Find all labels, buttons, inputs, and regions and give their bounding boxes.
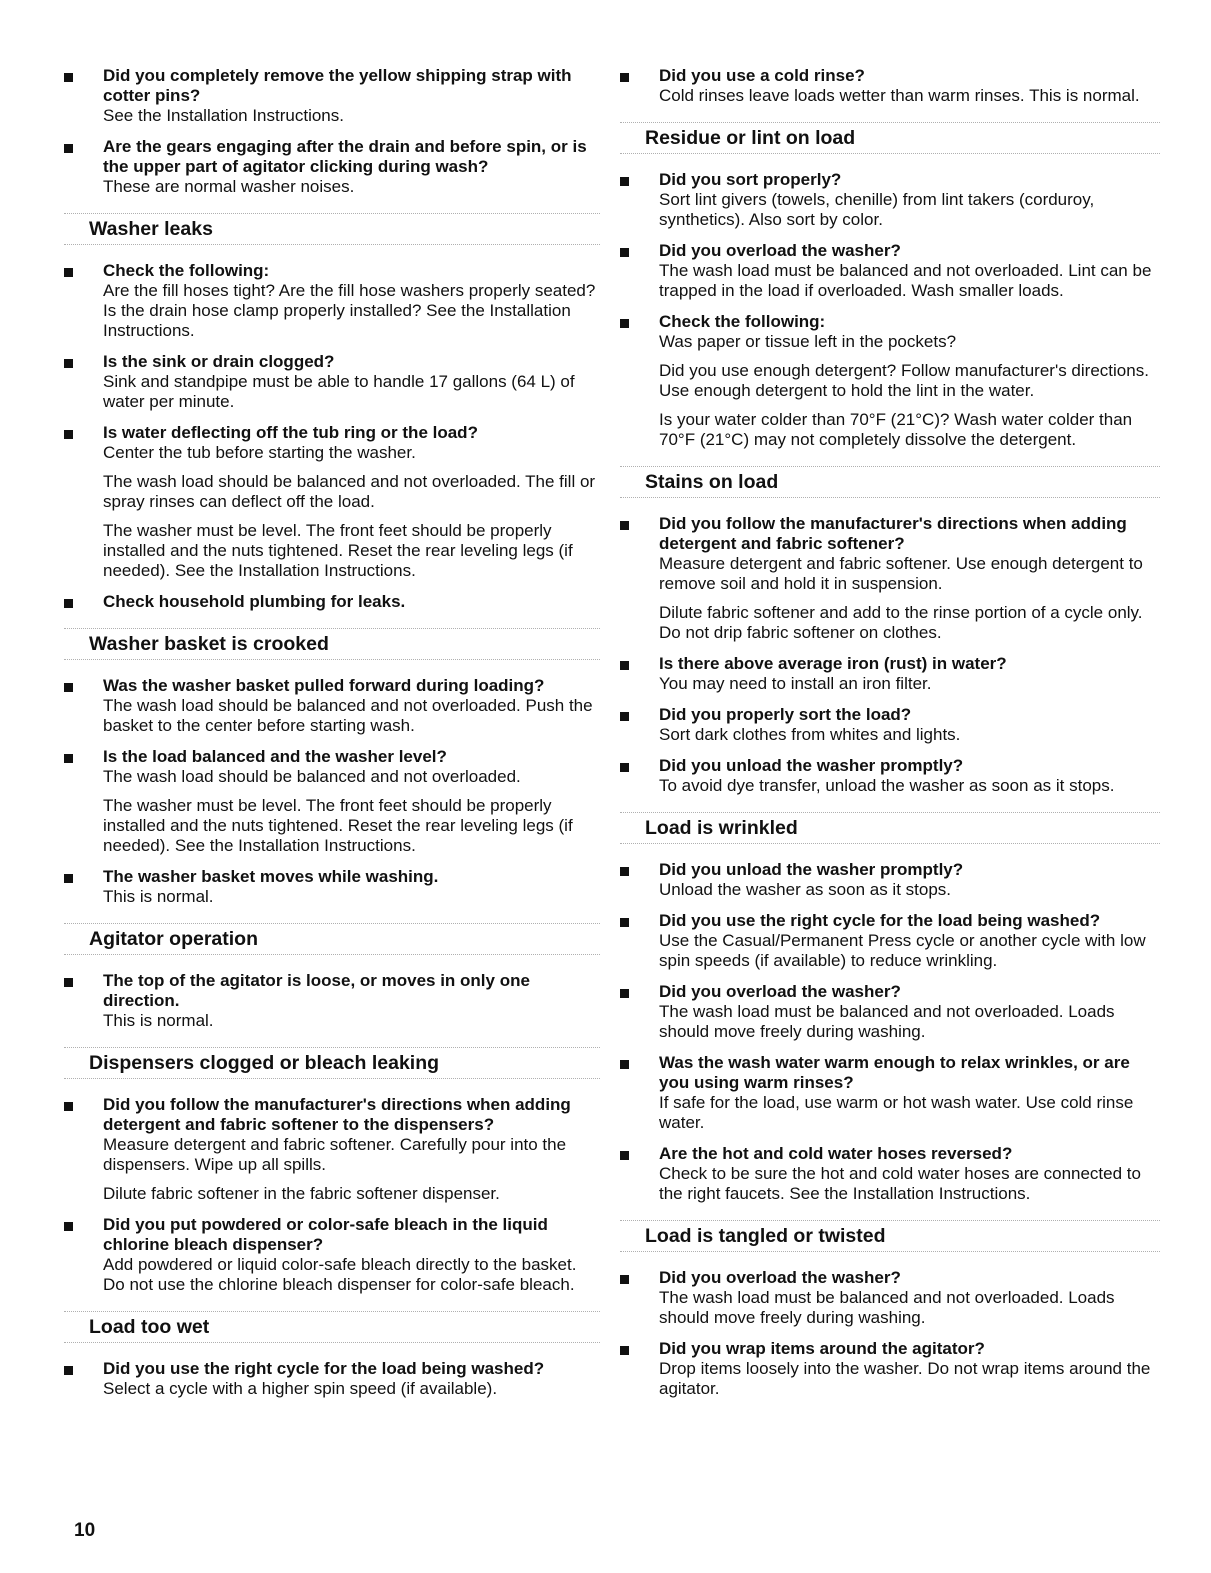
left-column	[64, 66, 600, 1410]
square-bullet-icon	[64, 1222, 73, 1231]
item-answer: This is normal.	[103, 887, 214, 906]
item-question: Is there above average iron (rust) in water?	[659, 654, 1007, 673]
item-question: The washer basket moves while washing.	[103, 867, 439, 886]
right-column	[620, 66, 1160, 1410]
item-question: Did you properly sort the load?	[659, 705, 912, 724]
item-answer: The wash load must be balanced and not overloaded. Loads should move freely during washing.	[659, 1288, 1115, 1327]
troubleshooting-item	[64, 137, 600, 197]
item-answer: The wash load should be balanced and not overloaded. The fill or spray rinses can deflect off the load.	[103, 472, 596, 511]
item-answer: Add powdered or liquid color-safe bleach directly to the basket. Do not use the chlorine bleach dispenser for color-safe bleach.	[103, 1255, 577, 1294]
item-question: Did you use a cold rinse?	[659, 66, 865, 85]
item-answer: Unload the washer as soon as it stops.	[659, 880, 951, 899]
dotted-divider	[64, 954, 600, 955]
section-washer-basket-is-crooked	[64, 628, 600, 660]
item-answer: You may need to install an iron filter.	[659, 674, 932, 693]
square-bullet-icon	[620, 1275, 629, 1284]
troubleshooting-item	[64, 352, 600, 412]
square-bullet-icon	[620, 521, 629, 530]
section-load-is-wrinkled	[620, 812, 1160, 844]
item-answer: Check to be sure the hot and cold water hoses are connected to the right faucets. See the Installation Instructions.	[659, 1164, 1141, 1203]
item-question: Was the wash water warm enough to relax wrinkles, or are you using warm rinses?	[659, 1053, 1130, 1092]
item-question: Did you follow the manufacturer's directions when adding detergent and fabric softener?	[659, 514, 1127, 553]
troubleshooting-item	[620, 66, 1160, 106]
item-question: Check household plumbing for leaks.	[103, 592, 406, 611]
troubleshooting-item	[64, 867, 600, 907]
section-load-is-tangled-or-twisted	[620, 1220, 1160, 1252]
item-answer: To avoid dye transfer, unload the washer as soon as it stops.	[659, 776, 1115, 795]
troubleshooting-item	[620, 911, 1160, 971]
item-answer: Sink and standpipe must be able to handle 17 gallons (64 L) of water per minute.	[103, 372, 575, 411]
item-answer: Sort dark clothes from whites and lights.	[659, 725, 961, 744]
item-question: Was the washer basket pulled forward during loading?	[103, 676, 545, 695]
item-answer: Measure detergent and fabric softener. Use enough detergent to remove soil and hold it in suspension.	[659, 554, 1143, 593]
square-bullet-icon	[620, 712, 629, 721]
item-question: Did you wrap items around the agitator?	[659, 1339, 985, 1358]
square-bullet-icon	[620, 918, 629, 927]
troubleshooting-item	[64, 66, 600, 126]
section-heading: Residue or lint on load	[645, 127, 856, 149]
square-bullet-icon	[620, 1060, 629, 1069]
dotted-divider	[620, 153, 1160, 154]
item-question: Is the sink or drain clogged?	[103, 352, 335, 371]
square-bullet-icon	[64, 978, 73, 987]
item-answer: Was paper or tissue left in the pockets?	[659, 332, 957, 351]
square-bullet-icon	[64, 268, 73, 277]
item-question: Did you put powdered or color-safe bleach in the liquid chlorine bleach dispenser?	[103, 1215, 548, 1254]
troubleshooting-item	[620, 1339, 1160, 1399]
section-heading: Load is wrinkled	[645, 817, 798, 839]
troubleshooting-item	[64, 676, 600, 736]
item-answer: The wash load should be balanced and not overloaded. Push the basket to the center before starting wash.	[103, 696, 593, 735]
troubleshooting-item	[64, 592, 600, 612]
troubleshooting-item	[620, 1268, 1160, 1328]
item-answer: The wash load must be balanced and not overloaded. Lint can be trapped in the load if overloaded. Wash smaller loads.	[659, 261, 1152, 300]
item-answer: Dilute fabric softener and add to the rinse portion of a cycle only. Do not drip fabric softener on clothes.	[659, 603, 1143, 642]
dotted-divider	[620, 1251, 1160, 1252]
troubleshooting-item	[64, 1095, 600, 1204]
square-bullet-icon	[64, 754, 73, 763]
square-bullet-icon	[620, 763, 629, 772]
troubleshooting-item	[620, 756, 1160, 796]
item-answer: Use the Casual/Permanent Press cycle or another cycle with low spin speeds (if available) to reduce wrinkling.	[659, 931, 1146, 970]
troubleshooting-item	[620, 170, 1160, 230]
item-question: Is the load balanced and the washer level?	[103, 747, 447, 766]
dotted-divider	[64, 1078, 600, 1079]
section-heading: Washer leaks	[89, 218, 213, 240]
item-question: Did you unload the washer promptly?	[659, 860, 964, 879]
square-bullet-icon	[64, 144, 73, 153]
dotted-divider	[64, 1342, 600, 1343]
troubleshooting-item	[620, 1144, 1160, 1204]
item-answer: The wash load should be balanced and not overloaded.	[103, 767, 521, 786]
item-question: Did you use the right cycle for the load being washed?	[103, 1359, 545, 1378]
square-bullet-icon	[620, 177, 629, 186]
troubleshooting-item	[620, 241, 1160, 301]
item-answer: Are the fill hoses tight? Are the fill hose washers properly seated? Is the drain hose clamp properly installed? See the Installation Instructions.	[103, 281, 596, 340]
section-residue-or-lint-on-load	[620, 122, 1160, 154]
item-question: Did you overload the washer?	[659, 982, 901, 1001]
item-question: Did you sort properly?	[659, 170, 842, 189]
square-bullet-icon	[64, 1102, 73, 1111]
item-question: Check the following:	[659, 312, 826, 331]
item-answer: The washer must be level. The front feet should be properly installed and the nuts tightened. Reset the rear leveling legs (if needed). See the Installation Instructions.	[103, 796, 573, 855]
section-heading: Dispensers clogged or bleach leaking	[89, 1052, 440, 1074]
section-washer-leaks	[64, 213, 600, 245]
item-answer: The wash load must be balanced and not overloaded. Loads should move freely during washing.	[659, 1002, 1115, 1041]
square-bullet-icon	[64, 683, 73, 692]
item-answer: Measure detergent and fabric softener. Carefully pour into the dispensers. Wipe up all spills.	[103, 1135, 567, 1174]
item-question: The top of the agitator is loose, or moves in only one direction.	[103, 971, 530, 1010]
item-answer: See the Installation Instructions.	[103, 106, 344, 125]
troubleshooting-item	[620, 514, 1160, 643]
square-bullet-icon	[64, 73, 73, 82]
item-question: Did you unload the washer promptly?	[659, 756, 964, 775]
item-question: Did you overload the washer?	[659, 241, 901, 260]
section-stains-on-load	[620, 466, 1160, 498]
item-question: Did you completely remove the yellow shipping strap with cotter pins?	[103, 66, 572, 105]
troubleshooting-item	[64, 261, 600, 341]
section-load-too-wet	[64, 1311, 600, 1343]
troubleshooting-item	[620, 654, 1160, 694]
square-bullet-icon	[64, 430, 73, 439]
page-number: 10	[74, 1520, 96, 1541]
square-bullet-icon	[64, 359, 73, 368]
square-bullet-icon	[620, 1346, 629, 1355]
item-question: Did you overload the washer?	[659, 1268, 901, 1287]
section-agitator-operation	[64, 923, 600, 955]
section-dispensers-clogged-or-bleach-leaking	[64, 1047, 600, 1079]
square-bullet-icon	[64, 874, 73, 883]
troubleshooting-item	[620, 860, 1160, 900]
item-answer: These are normal washer noises.	[103, 177, 355, 196]
dotted-divider	[64, 244, 600, 245]
square-bullet-icon	[64, 599, 73, 608]
troubleshooting-item	[620, 982, 1160, 1042]
section-heading: Washer basket is crooked	[89, 633, 329, 655]
troubleshooting-item	[64, 423, 600, 581]
square-bullet-icon	[620, 1151, 629, 1160]
section-heading: Load too wet	[89, 1316, 210, 1338]
item-answer: If safe for the load, use warm or hot wash water. Use cold rinse water.	[659, 1093, 1134, 1132]
square-bullet-icon	[64, 1366, 73, 1375]
item-answer: The washer must be level. The front feet should be properly installed and the nuts tightened. Reset the rear leveling legs (if needed). See the Installation Instructions.	[103, 521, 573, 580]
item-answer: Cold rinses leave loads wetter than warm rinses. This is normal.	[659, 86, 1140, 105]
troubleshooting-item	[620, 705, 1160, 745]
dotted-divider	[620, 843, 1160, 844]
troubleshooting-item	[64, 971, 600, 1031]
item-answer: Did you use enough detergent? Follow manufacturer's directions. Use enough detergent to hold the lint in the water.	[659, 361, 1149, 400]
dotted-divider	[64, 659, 600, 660]
section-heading: Agitator operation	[89, 928, 258, 950]
item-question: Are the gears engaging after the drain and before spin, or is the upper part of agitator clicking during wash?	[103, 137, 587, 176]
item-question: Did you follow the manufacturer's directions when adding detergent and fabric softener to the dispensers?	[103, 1095, 571, 1134]
troubleshooting-item	[64, 747, 600, 856]
item-question: Check the following:	[103, 261, 270, 280]
item-answer: Sort lint givers (towels, chenille) from lint takers (corduroy, synthetics). Also sort by color.	[659, 190, 1095, 229]
troubleshooting-item	[620, 1053, 1160, 1133]
item-answer: This is normal.	[103, 1011, 214, 1030]
item-answer: Select a cycle with a higher spin speed (if available).	[103, 1379, 498, 1398]
square-bullet-icon	[620, 867, 629, 876]
square-bullet-icon	[620, 248, 629, 257]
square-bullet-icon	[620, 661, 629, 670]
item-answer: Drop items loosely into the washer. Do not wrap items around the agitator.	[659, 1359, 1151, 1398]
square-bullet-icon	[620, 73, 629, 82]
dotted-divider	[620, 497, 1160, 498]
item-question: Is water deflecting off the tub ring or the load?	[103, 423, 478, 442]
item-answer: Center the tub before starting the washer.	[103, 443, 416, 462]
troubleshooting-item	[64, 1215, 600, 1295]
square-bullet-icon	[620, 319, 629, 328]
troubleshooting-item	[620, 312, 1160, 450]
square-bullet-icon	[620, 989, 629, 998]
item-answer: Is your water colder than 70°F (21°C)? Wash water colder than 70°F (21°C) may not completely dissolve the detergent.	[659, 410, 1133, 449]
item-question: Are the hot and cold water hoses reversed?	[659, 1144, 1013, 1163]
item-answer: Dilute fabric softener in the fabric softener dispenser.	[103, 1184, 500, 1203]
item-question: Did you use the right cycle for the load being washed?	[659, 911, 1101, 930]
troubleshooting-item	[64, 1359, 600, 1399]
section-heading: Load is tangled or twisted	[645, 1225, 886, 1247]
section-heading: Stains on load	[645, 471, 779, 493]
